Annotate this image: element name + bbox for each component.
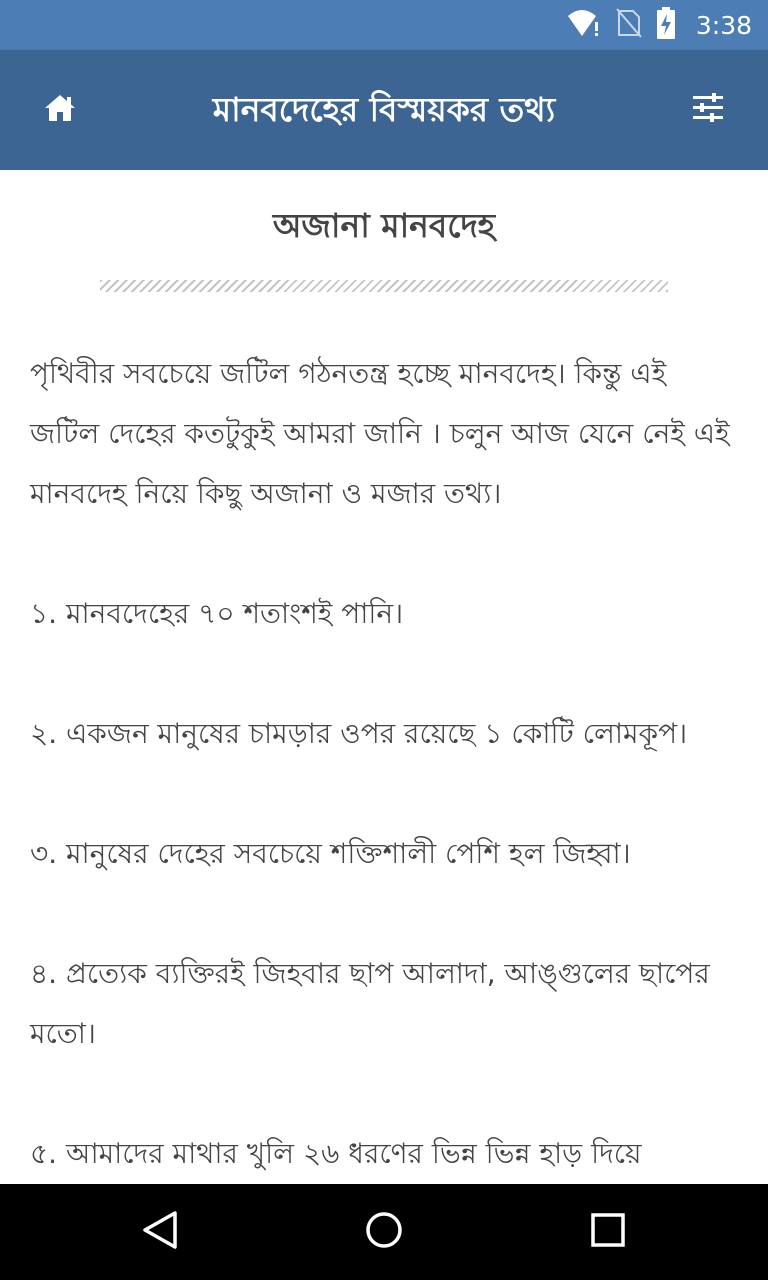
article-content[interactable] [0,170,768,1184]
wifi-icon [566,8,602,42]
home-circle-icon [364,1210,404,1254]
app-bar [0,50,768,170]
status-bar [0,0,768,50]
recents-icon [590,1212,626,1252]
settings-sliders-icon [692,93,724,127]
fact-item: ৪. প্রত্যেক ব্যক্তিরই জিহবার ছাপ আলাদা, আঙ্গুলের ছাপের মতো। [30,957,710,1050]
fact-item: ৩. মানুষের দেহের সবচেয়ে শক্তিশালী পেশি হল জিহ্বা। [30,837,631,870]
home-nav-button[interactable] [360,1208,408,1256]
status-icons [566,0,752,50]
back-button[interactable] [136,1208,184,1256]
article-body [30,344,742,1184]
fact-item: ৫. আমাদের মাথার খুলি ২৬ ধরণের ভিন্ন ভিন্ন হাড় দিয়ে [30,1137,642,1170]
divider [100,280,668,292]
no-sim-icon [616,8,642,42]
home-icon [43,93,77,127]
settings-button[interactable] [684,88,732,132]
back-icon [141,1210,179,1254]
system-nav-bar [0,1184,768,1280]
fact-item: ২. একজন মানুষের চামড়ার ওপর রয়েছে ১ কোটি লোমকূপ। [30,717,688,750]
home-button[interactable] [36,88,84,132]
recents-button[interactable] [584,1208,632,1256]
status-time: 3:38 [695,10,752,40]
fact-item: ১. মানবদেহের ৭০ শতাংশই পানি। [30,597,404,630]
intro-paragraph: পৃথিবীর সবচেয়ে জটিল গঠনতন্ত্র হচ্ছে মানবদেহ। কিন্তু এই জটিল দেহের কতটুকুই আমরা জানি । চলুন আজ যেনে নেই এই মানবদেহ নিয়ে কিছু অজানা ও মজার তথ্য। [30,357,730,510]
app-title: মানবদেহের বিস্ময়কর তথ্য [212,90,556,129]
article-heading: অজানা মানবদেহ [272,206,496,245]
battery-charging-icon [656,7,676,43]
